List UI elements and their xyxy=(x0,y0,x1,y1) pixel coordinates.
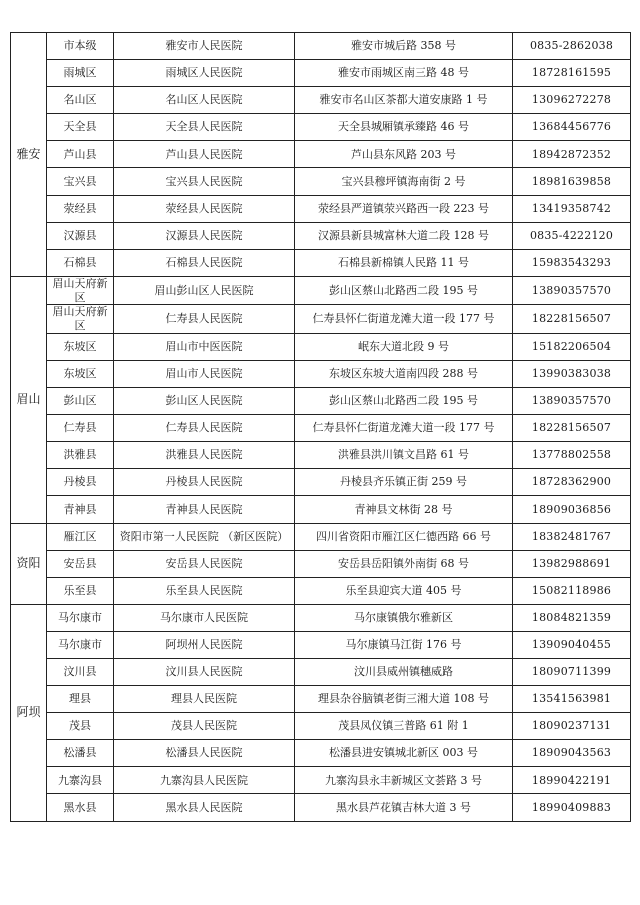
table-row xyxy=(11,141,631,168)
address-cell: 九寨沟县永丰新城区文荟路 3 号 xyxy=(295,767,513,794)
district-cell: 市本级 xyxy=(47,33,114,60)
phone-cell: 13541563981 xyxy=(513,686,631,713)
address-cell: 青神县文林街 28 号 xyxy=(295,496,513,523)
hospital-cell: 仁寿县人民医院 xyxy=(114,305,295,334)
table-row xyxy=(11,740,631,767)
hospital-cell: 乐至县人民医院 xyxy=(114,577,295,604)
district-cell: 东坡区 xyxy=(47,360,114,387)
hospital-cell: 名山区人民医院 xyxy=(114,87,295,114)
phone-cell: 13890357570 xyxy=(513,388,631,415)
district-cell: 乐至县 xyxy=(47,577,114,604)
address-cell: 岷东大道北段 9 号 xyxy=(295,333,513,360)
hospital-cell: 汉源县人民医院 xyxy=(114,222,295,249)
district-cell: 汶川县 xyxy=(47,658,114,685)
district-cell: 马尔康市 xyxy=(47,604,114,631)
address-cell: 宝兴县穆坪镇海南街 2 号 xyxy=(295,168,513,195)
phone-cell: 15182206504 xyxy=(513,333,631,360)
phone-cell: 0835-2862038 xyxy=(513,33,631,60)
phone-cell: 15082118986 xyxy=(513,577,631,604)
district-cell: 丹棱县 xyxy=(47,469,114,496)
hospital-cell: 松潘县人民医院 xyxy=(114,740,295,767)
address-cell: 安岳县岳阳镇外南街 68 号 xyxy=(295,550,513,577)
address-cell: 汶川县威州镇穗威路 xyxy=(295,658,513,685)
phone-cell: 0835-4222120 xyxy=(513,222,631,249)
district-cell: 雨城区 xyxy=(47,60,114,87)
phone-cell: 18942872352 xyxy=(513,141,631,168)
phone-cell: 18090711399 xyxy=(513,658,631,685)
phone-cell: 18728161595 xyxy=(513,60,631,87)
table-row xyxy=(11,360,631,387)
table-row xyxy=(11,604,631,631)
hospital-cell: 马尔康市人民医院 xyxy=(114,604,295,631)
table-row xyxy=(11,249,631,276)
district-cell: 汉源县 xyxy=(47,222,114,249)
district-cell: 仁寿县 xyxy=(47,415,114,442)
address-cell: 马尔康镇俄尔雅新区 xyxy=(295,604,513,631)
table-row xyxy=(11,767,631,794)
address-cell: 雅安市城后路 358 号 xyxy=(295,33,513,60)
district-cell: 洪雅县 xyxy=(47,442,114,469)
phone-cell: 18909043563 xyxy=(513,740,631,767)
address-cell: 雅安市名山区茶都大道安康路 1 号 xyxy=(295,87,513,114)
address-cell: 仁寿县怀仁街道龙滩大道一段 177 号 xyxy=(295,305,513,334)
hospital-table xyxy=(10,32,631,822)
hospital-cell: 雨城区人民医院 xyxy=(114,60,295,87)
table-row xyxy=(11,577,631,604)
phone-cell: 13684456776 xyxy=(513,114,631,141)
phone-cell: 18909036856 xyxy=(513,496,631,523)
address-cell: 荥经县严道镇荥兴路西一段 223 号 xyxy=(295,195,513,222)
address-cell: 松潘县进安镇城北新区 003 号 xyxy=(295,740,513,767)
address-cell: 理县杂谷脑镇老街三湘大道 108 号 xyxy=(295,686,513,713)
table-row xyxy=(11,114,631,141)
phone-cell: 18228156507 xyxy=(513,305,631,334)
address-cell: 东坡区东坡大道南四段 288 号 xyxy=(295,360,513,387)
table-row xyxy=(11,305,631,334)
phone-cell: 13990383038 xyxy=(513,360,631,387)
district-cell: 东坡区 xyxy=(47,333,114,360)
address-cell: 仁寿县怀仁街道龙滩大道一段 177 号 xyxy=(295,415,513,442)
district-cell: 眉山天府新区 xyxy=(47,305,114,334)
city-cell: 阿坝 xyxy=(11,604,47,821)
district-cell: 黑水县 xyxy=(47,794,114,821)
hospital-cell: 天全县人民医院 xyxy=(114,114,295,141)
hospital-cell: 仁寿县人民医院 xyxy=(114,415,295,442)
phone-cell: 18981639858 xyxy=(513,168,631,195)
district-cell: 眉山天府新区 xyxy=(47,276,114,305)
phone-cell: 18228156507 xyxy=(513,415,631,442)
table-row xyxy=(11,686,631,713)
district-cell: 理县 xyxy=(47,686,114,713)
hospital-cell: 茂县人民医院 xyxy=(114,713,295,740)
table-row xyxy=(11,333,631,360)
district-cell: 雁江区 xyxy=(47,523,114,550)
phone-cell: 15983543293 xyxy=(513,249,631,276)
hospital-cell: 资阳市第一人民医院 （新区医院） xyxy=(114,523,295,550)
hospital-cell: 石棉县人民医院 xyxy=(114,249,295,276)
phone-cell: 13982988691 xyxy=(513,550,631,577)
phone-cell: 18728362900 xyxy=(513,469,631,496)
phone-cell: 18990422191 xyxy=(513,767,631,794)
address-cell: 马尔康镇马江街 176 号 xyxy=(295,631,513,658)
table-row xyxy=(11,523,631,550)
address-cell: 石棉县新棉镇人民路 11 号 xyxy=(295,249,513,276)
table-row xyxy=(11,222,631,249)
hospital-cell: 丹棱县人民医院 xyxy=(114,469,295,496)
district-cell: 彭山区 xyxy=(47,388,114,415)
phone-cell: 13890357570 xyxy=(513,276,631,305)
hospital-cell: 理县人民医院 xyxy=(114,686,295,713)
district-cell: 松潘县 xyxy=(47,740,114,767)
phone-cell: 18382481767 xyxy=(513,523,631,550)
address-cell: 雅安市雨城区南三路 48 号 xyxy=(295,60,513,87)
district-cell: 天全县 xyxy=(47,114,114,141)
city-cell: 雅安 xyxy=(11,33,47,277)
phone-cell: 13778802558 xyxy=(513,442,631,469)
table-row xyxy=(11,713,631,740)
table-row xyxy=(11,658,631,685)
district-cell: 宝兴县 xyxy=(47,168,114,195)
address-cell: 汉源县新县城富林大道二段 128 号 xyxy=(295,222,513,249)
hospital-cell: 安岳县人民医院 xyxy=(114,550,295,577)
hospital-cell: 芦山县人民医院 xyxy=(114,141,295,168)
hospital-cell: 九寨沟县人民医院 xyxy=(114,767,295,794)
hospital-cell: 宝兴县人民医院 xyxy=(114,168,295,195)
hospital-cell: 眉山市人民医院 xyxy=(114,360,295,387)
table-row xyxy=(11,276,631,305)
city-cell: 资阳 xyxy=(11,523,47,604)
district-cell: 名山区 xyxy=(47,87,114,114)
phone-cell: 18090237131 xyxy=(513,713,631,740)
district-cell: 青神县 xyxy=(47,496,114,523)
table-row xyxy=(11,794,631,821)
hospital-cell: 黑水县人民医院 xyxy=(114,794,295,821)
table-row xyxy=(11,87,631,114)
hospital-cell: 雅安市人民医院 xyxy=(114,33,295,60)
address-cell: 芦山县东风路 203 号 xyxy=(295,141,513,168)
hospital-cell: 阿坝州人民医院 xyxy=(114,631,295,658)
address-cell: 彭山区蔡山北路西二段 195 号 xyxy=(295,276,513,305)
city-cell: 眉山 xyxy=(11,276,47,523)
table-row xyxy=(11,631,631,658)
district-cell: 石棉县 xyxy=(47,249,114,276)
hospital-cell: 洪雅县人民医院 xyxy=(114,442,295,469)
table-body xyxy=(11,33,631,822)
phone-cell: 18990409883 xyxy=(513,794,631,821)
table-row xyxy=(11,195,631,222)
hospital-cell: 彭山区人民医院 xyxy=(114,388,295,415)
table-row xyxy=(11,60,631,87)
phone-cell: 13909040455 xyxy=(513,631,631,658)
address-cell: 茂县凤仪镇三普路 61 附 1 xyxy=(295,713,513,740)
hospital-cell: 眉山市中医医院 xyxy=(114,333,295,360)
phone-cell: 18084821359 xyxy=(513,604,631,631)
hospital-cell: 眉山彭山区人民医院 xyxy=(114,276,295,305)
district-cell: 马尔康市 xyxy=(47,631,114,658)
table-row xyxy=(11,442,631,469)
district-cell: 芦山县 xyxy=(47,141,114,168)
hospital-cell: 汶川县人民医院 xyxy=(114,658,295,685)
table-row xyxy=(11,469,631,496)
address-cell: 洪雅县洪川镇文昌路 61 号 xyxy=(295,442,513,469)
hospital-cell: 青神县人民医院 xyxy=(114,496,295,523)
hospital-cell: 荥经县人民医院 xyxy=(114,195,295,222)
address-cell: 天全县城厢镇承臻路 46 号 xyxy=(295,114,513,141)
district-cell: 茂县 xyxy=(47,713,114,740)
table-row xyxy=(11,388,631,415)
address-cell: 丹棱县齐乐镇正街 259 号 xyxy=(295,469,513,496)
table-row xyxy=(11,168,631,195)
district-cell: 九寨沟县 xyxy=(47,767,114,794)
address-cell: 四川省资阳市雁江区仁德西路 66 号 xyxy=(295,523,513,550)
district-cell: 荥经县 xyxy=(47,195,114,222)
phone-cell: 13419358742 xyxy=(513,195,631,222)
address-cell: 乐至县迎宾大道 405 号 xyxy=(295,577,513,604)
table-row xyxy=(11,550,631,577)
table-row xyxy=(11,496,631,523)
address-cell: 黑水县芦花镇吉林大道 3 号 xyxy=(295,794,513,821)
table-row xyxy=(11,33,631,60)
district-cell: 安岳县 xyxy=(47,550,114,577)
phone-cell: 13096272278 xyxy=(513,87,631,114)
address-cell: 彭山区蔡山北路西二段 195 号 xyxy=(295,388,513,415)
table-row xyxy=(11,415,631,442)
